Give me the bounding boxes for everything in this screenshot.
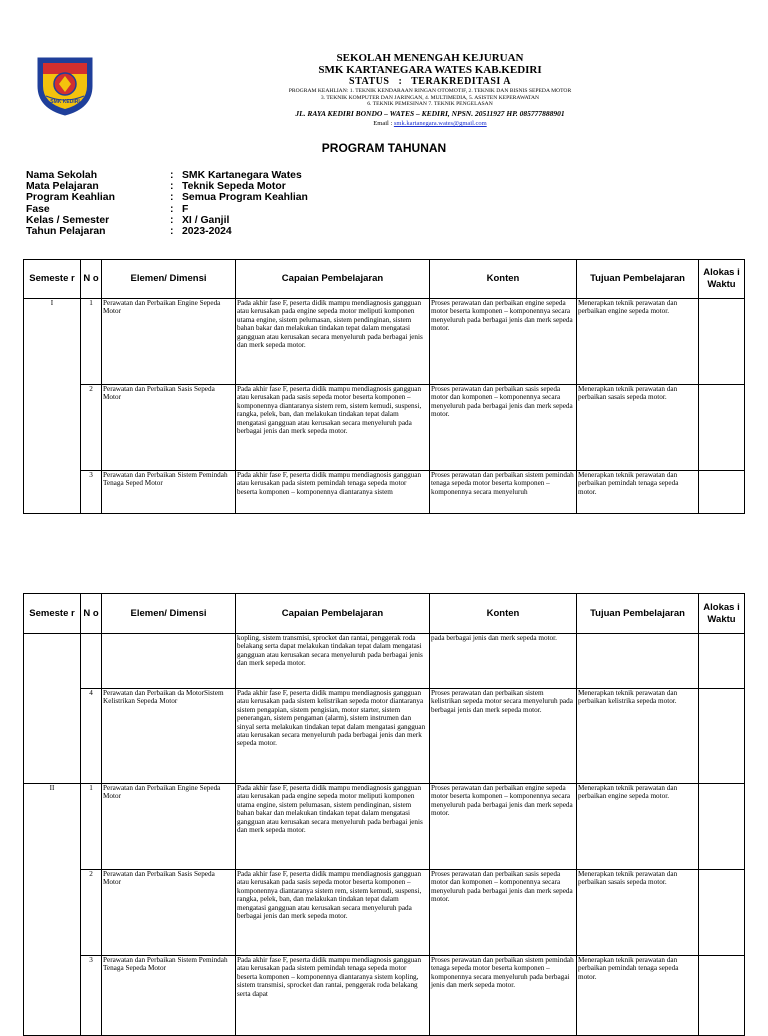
logo-text: SMK KEDIRI <box>50 99 80 105</box>
header-elemen: Elemen/ Dimensi <box>102 594 236 634</box>
email-label: Email : <box>373 120 393 127</box>
header-semester: Semeste r <box>24 594 81 634</box>
konten-cell: Proses perawatan dan perbaikan sistem kelistrikan sepeda motor secara menyeluruh pada berbagai jenis dan merk sepeda motor. <box>430 689 577 784</box>
program-line-1: PROGRAM KEAHLIAN: 1. TEKNIK KENDARAAN RINGAN OTOMOTIF, 2. TEKNIK DAN BISNIS SEPEDA MOTOR <box>288 88 572 94</box>
info-label: Fase <box>26 203 50 215</box>
capaian-cell: Pada akhir fase F, peserta didik mampu mendiagnosis gangguan atau kerusakan pada sasis sepeda motor beserta komponen – komponennya diantaranya sistem rem, sistem kemudi, suspensi, rangka, pelek, ban, dan melakukan tindakan tepat dalam mengatasi gangguan atau kerusakan secara menyeluruh pada berbagai jenis dan merk sepeda motor. <box>236 385 430 471</box>
header-tujuan: Tujuan Pembelajaran <box>577 260 699 299</box>
elemen-cell: Perawatan dan Perbaikan Engine Sepeda Motor <box>102 299 236 385</box>
annual-program-table-2 <box>23 593 745 1036</box>
capaian-cell: Pada akhir fase F, peserta didik mampu mendiagnosis gangguan atau kerusakan pada sistem pemindah tenaga sepeda motor beserta komponen – komponennya diantaranya sistem kopling, sistem transmisi, sprocket dan rantai, penggerak roda belakang serta dapat <box>236 956 430 1036</box>
tujuan-cell: Menerapkan teknik perawatan dan perbaikan pemindah tenaga sepeda motor. <box>577 471 699 514</box>
elemen-cell: Perawatan dan Perbaikan Engine Sepeda Motor <box>102 784 236 870</box>
elemen-cell: Perawatan dan Perbaikan Sistem Pemindah Tenaga Sepeda Motor <box>102 956 236 1036</box>
table-row <box>24 471 745 514</box>
header-alokasi: Alokas i Waktu <box>699 594 745 634</box>
header-konten: Konten <box>430 594 577 634</box>
konten-cell: Proses perawatan dan perbaikan engine sepeda motor beserta komponen – komponennya secara menyeluruh pada berbagai jenis dan merk sepeda motor. <box>430 784 577 870</box>
row-number: 2 <box>81 385 102 471</box>
row-number: 3 <box>81 471 102 514</box>
program-list <box>230 88 630 108</box>
row-number <box>81 634 102 689</box>
page-title: PROGRAM TAHUNAN <box>321 141 447 155</box>
capaian-cell: Pada akhir fase F, peserta didik mampu mendiagnosis gangguan atau kerusakan pada sistem pemindah tenaga sepeda motor beserta komponen – komponennya diantaranya sistem <box>236 471 430 514</box>
school-type: SEKOLAH MENENGAH KEJURUAN <box>336 52 524 64</box>
header-semester: Semeste r <box>24 260 81 299</box>
header-no: N o <box>81 594 102 634</box>
alokasi-cell <box>699 870 745 956</box>
alokasi-cell <box>699 634 745 689</box>
status-value: TERAKREDITASI A <box>411 76 511 87</box>
header-no: N o <box>81 260 102 299</box>
header-elemen: Elemen/ Dimensi <box>102 260 236 299</box>
annual-program-table-1 <box>23 259 745 514</box>
elemen-cell: Perawatan dan Perbaikan Sasis Sepeda Motor <box>102 870 236 956</box>
school-address: JL. RAYA KEDIRI BONDO – WATES – KEDIRI, NPSN. 20511927 HP. 085777888901 <box>295 109 565 118</box>
header-alokasi: Alokas i Waktu <box>699 260 745 299</box>
semester-cell: II <box>24 784 81 1036</box>
table-header-row <box>24 594 745 634</box>
table-header-row <box>24 260 745 299</box>
header-capaian: Capaian Pembelajaran <box>236 260 430 299</box>
header-tujuan: Tujuan Pembelajaran <box>577 594 699 634</box>
konten-cell: Proses perawatan dan perbaikan sasis sepeda motor dan komponen – komponennya secara menyeluruh pada berbagai jenis dan merk sepeda motor. <box>430 385 577 471</box>
info-value: XI / Ganjil <box>182 214 230 226</box>
school-name: SMK KARTANEGARA WATES KAB.KEDIRI <box>318 64 542 76</box>
program-line-2: 3. TEKNIK KOMPUTER DAN JARINGAN, 4. MULTIMEDIA, 5. ASISTEN KEPERAWATAN <box>320 94 540 101</box>
capaian-cell: kopling, sistem transmisi, sprocket dan rantai, penggerak roda belakang serta dapat melakukan tindakan tepat dalam mengatasi gangguan atau kerusakan secara menyeluruh pada berbagai jenis dan merk sepeda motor. <box>236 634 430 689</box>
alokasi-cell <box>699 299 745 385</box>
capaian-cell: Pada akhir fase F, peserta didik mampu mendiagnosis gangguan atau kerusakan pada sistem kelistrikan sepeda motor diantaranya sistem pengapian, sistem pengisian, motor starter, sistem penerangan, sistem pengaman (alarm), sistem instrumen dan sinyal serta melakukan tindakan tepat dalam mengatasi gangguan atau kerusakan secara menyeluruh pada berbagai jenis dan merk sepeda motor. <box>236 689 430 784</box>
tujuan-cell <box>577 634 699 689</box>
semester-cell: I <box>24 299 81 514</box>
tujuan-cell: Menerapkan teknik perawatan dan perbaikan pemindah tenaga sepeda motor. <box>577 956 699 1036</box>
row-number: 2 <box>81 870 102 956</box>
info-label: Mata Pelajaran <box>26 181 99 193</box>
status-colon: : <box>392 76 409 87</box>
tujuan-cell: Menerapkan teknik perawatan dan perbaikan kelistrika sepeda motor. <box>577 689 699 784</box>
tujuan-cell: Menerapkan teknik perawatan dan perbaikan engine sepeda motor. <box>577 299 699 385</box>
alokasi-cell <box>699 471 745 514</box>
info-label: Kelas / Semester <box>26 214 110 226</box>
email-link[interactable]: smk.kartanegara.wates@gmail.com <box>393 120 487 127</box>
konten-cell: Proses perawatan dan perbaikan sistem pemindah tenaga sepeda motor beserta komponen – komponennya secara menyeluruh <box>430 471 577 514</box>
alokasi-cell <box>699 385 745 471</box>
header-capaian: Capaian Pembelajaran <box>236 594 430 634</box>
info-label: Program Keahlian <box>26 192 115 204</box>
capaian-cell: Pada akhir fase F, peserta didik mampu mendiagnosis gangguan atau kerusakan pada sasis sepeda motor beserta komponen – komponennya diantaranya sistem rem, sistem kemudi, suspensi, rangka, pelek, ban, dan melakukan tindakan tepat dalam mengatasi gangguan atau kerusakan secara menyeluruh pada berbagai jenis dan merk sepeda motor. <box>236 870 430 956</box>
tujuan-cell: Menerapkan teknik perawatan dan perbaikan sasais sepeda motor. <box>577 385 699 471</box>
status-label: STATUS <box>349 76 390 87</box>
accreditation-status <box>230 76 630 87</box>
table-row <box>24 870 745 956</box>
elemen-cell: Perawatan dan Perbaikan Sasis Sepeda Motor <box>102 385 236 471</box>
info-value: SMK Kartanegara Wates <box>182 170 302 181</box>
capaian-cell: Pada akhir fase F, peserta didik mampu mendiagnosis gangguan atau kerusakan pada engine sepeda motor meliputi komponen utama engine, sistem pelumasan, sistem pendinginan, sistem bahan bakar dan melakukan tindakan tepat dalam mengatasi gangguan atau kerusakan secara menyeluruh pada berbagai jenis dan merk sepeda motor. <box>236 784 430 870</box>
email-line <box>230 120 630 127</box>
alokasi-cell <box>699 689 745 784</box>
program-line-3: 6. TEKNIK PEMESINAN 7. TEKNIK PENGELASAN <box>367 101 493 108</box>
header-konten: Konten <box>430 260 577 299</box>
konten-cell: pada berbagai jenis dan merk sepeda motor. <box>430 634 577 689</box>
info-value: 2023-2024 <box>182 225 232 237</box>
info-value: F <box>182 203 189 215</box>
elemen-cell: Perawatan dan Perbaikan da MotorSistem Kelistrikan Sepeda Motor <box>102 689 236 784</box>
table-row <box>24 385 745 471</box>
school-logo-icon <box>32 52 98 118</box>
info-label: Tahun Pelajaran <box>26 225 106 237</box>
row-number: 1 <box>81 299 102 385</box>
table-row <box>24 299 745 385</box>
info-value: Teknik Sepeda Motor <box>182 181 286 193</box>
table-row <box>24 689 745 784</box>
tujuan-cell: Menerapkan teknik perawatan dan perbaikan sasais sepeda motor. <box>577 870 699 956</box>
konten-cell: Proses perawatan dan perbaikan engine sepeda motor beserta komponen – komponennya secara menyeluruh pada berbagai jenis dan merk sepeda motor. <box>430 299 577 385</box>
row-number: 3 <box>81 956 102 1036</box>
konten-cell: Proses perawatan dan perbaikan sasis sepeda motor dan komponen – komponennya secara menyeluruh pada berbagai jenis dan merk sepeda motor. <box>430 870 577 956</box>
capaian-cell: Pada akhir fase F, peserta didik mampu mendiagnosis gangguan atau kerusakan pada engine sepeda motor meliputi komponen utama engine, sistem pelumasan, sistem pendinginan, sistem bahan bakar dan melakukan tindakan tepat dalam mengatasi gangguan atau kerusakan secara menyeluruh pada berbagai jenis dan merk sepeda motor. <box>236 299 430 385</box>
konten-cell: Proses perawatan dan perbaikan sistem pemindah tenaga sepeda motor beserta komponen – komponennya secara menyeluruh pada berbagai jenis dan merk sepeda motor. <box>430 956 577 1036</box>
info-label: Nama Sekolah <box>26 170 98 181</box>
table-row <box>24 784 745 870</box>
elemen-cell: Perawatan dan Perbaikan Sistem Pemindah Tenaga Seped Motor <box>102 471 236 514</box>
tujuan-cell: Menerapkan teknik perawatan dan perbaikan engine sepeda motor. <box>577 784 699 870</box>
alokasi-cell <box>699 784 745 870</box>
semester-cell <box>24 634 81 784</box>
row-number: 4 <box>81 689 102 784</box>
info-value: Semua Program Keahlian <box>182 192 308 204</box>
elemen-cell <box>102 634 236 689</box>
table-row <box>24 634 745 689</box>
row-number: 1 <box>81 784 102 870</box>
